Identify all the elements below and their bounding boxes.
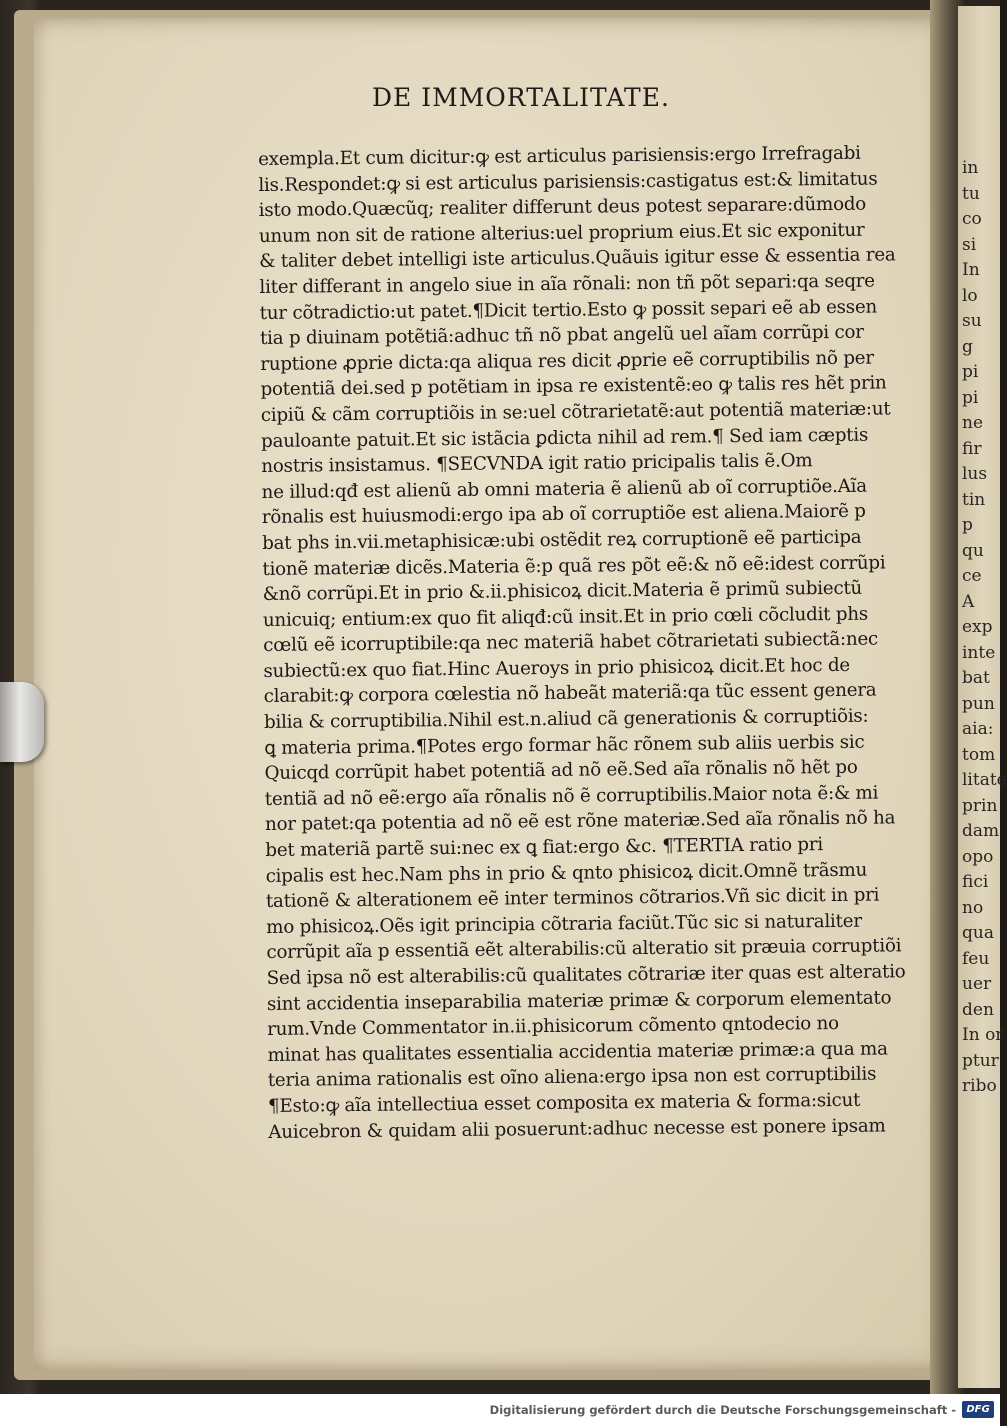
facing-page-fragment: aia: bbox=[962, 719, 994, 739]
text-line: rõnalis est huiusmodi:ergo ipa ab oĩ corruptiõe est aliena.Maiorẽ p bbox=[261, 500, 866, 529]
text-line: lis.Respondet:ꝙ si est articulus parisiensis:castigatus est:& limitatus bbox=[258, 168, 878, 196]
facing-page-fragment: dam bbox=[962, 821, 1000, 841]
facing-page-fragment: feu bbox=[962, 948, 990, 969]
text-line: &nõ corrũpi.Et in prio &.ii.phisicoꝝ dicit.Materia ẽ primũ subiectũ bbox=[262, 577, 863, 606]
facing-page-fragment: fici bbox=[962, 872, 989, 892]
facing-page-fragment: bat bbox=[962, 668, 990, 688]
running-head: DE IMMORTALITATE. bbox=[372, 83, 670, 112]
text-line: unicuiq; entium:ex quo fit aliqđ:cũ insit.Et in prio cœli cõcludit phs bbox=[262, 603, 869, 631]
facing-page-fragment: exp bbox=[962, 617, 993, 637]
text-line: cœlũ eẽ icorruptibile:qa nec materiã habet cõtrarietati subiectã:nec bbox=[263, 628, 879, 657]
facing-page-fragment: fir bbox=[962, 438, 982, 459]
facing-page-fragment: qu bbox=[962, 540, 984, 561]
facing-page-fragment: In bbox=[962, 260, 980, 280]
text-line: ruptione ꝓprie dicta:qa aliqua res dicit ꝓprie eẽ corruptibilis nõ per bbox=[260, 347, 874, 375]
text-line: teria anima rationalis est oĩno aliena:ergo ipsa non est corruptibilis bbox=[267, 1063, 877, 1092]
facing-page-fragment: ce bbox=[962, 566, 982, 586]
text-line: tentiã ad nõ eẽ:ergo aĩa rõnalis nõ ẽ corruptibilis.Maior nota ẽ:& mi bbox=[264, 782, 879, 810]
facing-page-fragment: si bbox=[962, 234, 977, 255]
facing-page-fragment: A bbox=[962, 591, 975, 612]
facing-page-fragment: den bbox=[962, 999, 994, 1020]
text-line: bilia & corruptibilia.Nihil est.n.aliud cã generationis & corruptiõis: bbox=[263, 705, 869, 734]
facing-page-fragments bbox=[962, 156, 1007, 1100]
facing-page-fragment: lo bbox=[962, 285, 978, 306]
text-line: potentiã dei.sed p potẽtiam in ipsa re existentẽ:eo ꝙ talis res hẽt prin bbox=[260, 372, 887, 401]
facing-page-fragment: co bbox=[962, 209, 982, 229]
facing-page-fragment: ribo bbox=[962, 1076, 997, 1096]
facing-page-fragment: uer bbox=[962, 974, 992, 994]
facing-page-fragment: qua bbox=[962, 923, 994, 943]
text-line: bet materiã partẽ sui:nec ex ꝗ fiat:ergo &c. ¶TERTIA ratio pri bbox=[265, 834, 824, 861]
text-line: mo phisicoꝝ.Oẽs igit principia cõtraria faciũt.Tũc sic si naturaliter bbox=[266, 910, 862, 938]
text-line: clarabit:ꝙ corpora cœlestia nõ habeãt materiã:qa tũc essent genera bbox=[263, 680, 877, 708]
text-line: bat phs in.vii.metaphisicæ:ubi ostẽdit reꝝ corruptionẽ eẽ participa bbox=[262, 526, 862, 554]
text-line: unum non sit de ratione alterius:uel proprium eius.Et sic exponitur bbox=[258, 219, 865, 247]
text-line: liter differant in angelo siue in aĩa rõnali: non tñ põt separi:qa seqre bbox=[259, 270, 875, 298]
text-line: & taliter debet intelligi iste articulus.Quãuis igitur esse & essentia rea bbox=[259, 244, 896, 273]
text-block bbox=[258, 140, 928, 1145]
text-line: nostris insistamus. ¶SECVNDA igit ratio pricipalis talis ẽ.Om bbox=[261, 450, 813, 478]
facing-page-fragment: prin bbox=[962, 795, 998, 816]
text-line: cipalis est hec.Nam phs in prio & qnto phisicoꝝ dicit.Omnẽ trãsmu bbox=[265, 859, 868, 887]
text-line: Auicebron & quidam alii posuerunt:adhuc necesse est ponere ipsam bbox=[268, 1115, 886, 1143]
text-line: tur cõtradictio:ut patet.¶Dicit tertio.Esto ꝙ possit separi eẽ ab essen bbox=[259, 296, 878, 324]
book-clasp bbox=[0, 682, 44, 762]
text-line: corrũpit aĩa p essentiã eẽt alterabilis:cũ alteratio sit præuia corruptiõi bbox=[266, 935, 902, 964]
text-line: nor patet:qa potentia ad nõ eẽ est rõne materiæ.Sed aĩa rõnalis nõ ha bbox=[264, 807, 896, 836]
text-line: tia p diuinam potẽtiã:adhuc tñ nõ pbat angelũ uel aĩam corrũpi cor bbox=[259, 321, 864, 350]
facing-page-fragment: in bbox=[962, 158, 979, 178]
facing-page-fragment: su bbox=[962, 311, 982, 331]
text-line: cipiũ & cãm corruptiõis in se:uel cõtrarietatẽ:aut potentiã materiæ:ut bbox=[260, 398, 891, 426]
facing-page-fragment: lus bbox=[962, 464, 988, 484]
facing-page-fragment: tin bbox=[962, 489, 986, 510]
facing-page-fragment: g bbox=[962, 336, 973, 357]
text-line: Quicqd corrũpit habet potentiã ad nõ eẽ.Sed aĩa rõnalis nõ hẽt po bbox=[264, 757, 858, 785]
facing-page-fragment: p bbox=[962, 515, 973, 535]
funding-credit: Digitalisierung gefördert durch die Deutsche Forschungsgemeinschaft - bbox=[489, 1403, 956, 1417]
facing-page-fragment: ptur bbox=[962, 1050, 999, 1071]
facing-page-fragment: litate bbox=[962, 770, 1007, 790]
facing-page-fragment: pi bbox=[962, 362, 979, 382]
text-line: tationẽ & alterationem eẽ inter terminos cõtrarios.Vñ sic dicit in pri bbox=[265, 884, 880, 913]
dfg-logo-icon: DFG bbox=[962, 1401, 994, 1418]
text-line: exempla.Et cum dicitur:ꝙ est articulus parisiensis:ergo Irrefragabi bbox=[258, 142, 861, 170]
facing-page-fragment: ne bbox=[962, 413, 984, 433]
text-line: Sed ipsa nõ est alterabilis:cũ qualitates cõtrariæ iter quas est alteratio bbox=[266, 961, 906, 989]
text-line: rum.Vnde Commentator in.ii.phisicorum cõmento qntodecio no bbox=[267, 1013, 839, 1041]
facing-page-edge bbox=[958, 6, 1007, 1388]
text-line: pauloante patuit.Et sic istãcia ꝑdicta nihil ad rem.¶ Sed iam cæptis bbox=[260, 424, 869, 452]
text-line: ne illud:qđ est alienũ ab omni materia ẽ alienũ ab oĩ corruptiõe.Aĩa bbox=[261, 475, 867, 503]
facing-page-fragment: no bbox=[962, 897, 984, 918]
facing-page-fragment: inte bbox=[962, 642, 996, 663]
text-line: tionẽ materiæ dicẽs.Materia ẽ:p quã res põt eẽ:& nõ eẽ:idest corrũpi bbox=[262, 551, 886, 580]
text-line: ¶Esto:ꝙ aĩa intellectiua esset composita ex materia & forma:sicut bbox=[267, 1089, 861, 1117]
text-line: sint accidentia inseparabilia materiæ primæ & corporum elementato bbox=[266, 987, 892, 1015]
facing-page-fragment: pun bbox=[962, 693, 995, 714]
text-line: minat has qualitates essentialia accidentia materiæ primæ:a qua ma bbox=[267, 1038, 888, 1066]
facing-page-fragment: tom bbox=[962, 744, 996, 765]
text-line: ꝗ materia prima.¶Potes ergo formar hãc rõnem sub aliis uerbis sic bbox=[264, 731, 865, 759]
facing-page-fragment: pi bbox=[962, 387, 979, 408]
text-line: subiectũ:ex quo fiat.Hinc Aueroys in prio phisicoꝝ dicit.Et hoc de bbox=[263, 654, 851, 682]
facing-page-fragment: opo bbox=[962, 846, 994, 867]
footer-bar bbox=[0, 1394, 1000, 1426]
facing-page-fragment: In or bbox=[962, 1025, 1004, 1045]
facing-page-fragment: tu bbox=[962, 183, 980, 204]
text-line: isto modo.Quæcũq; realiter differunt deus potest separare:dũmodo bbox=[258, 193, 867, 222]
